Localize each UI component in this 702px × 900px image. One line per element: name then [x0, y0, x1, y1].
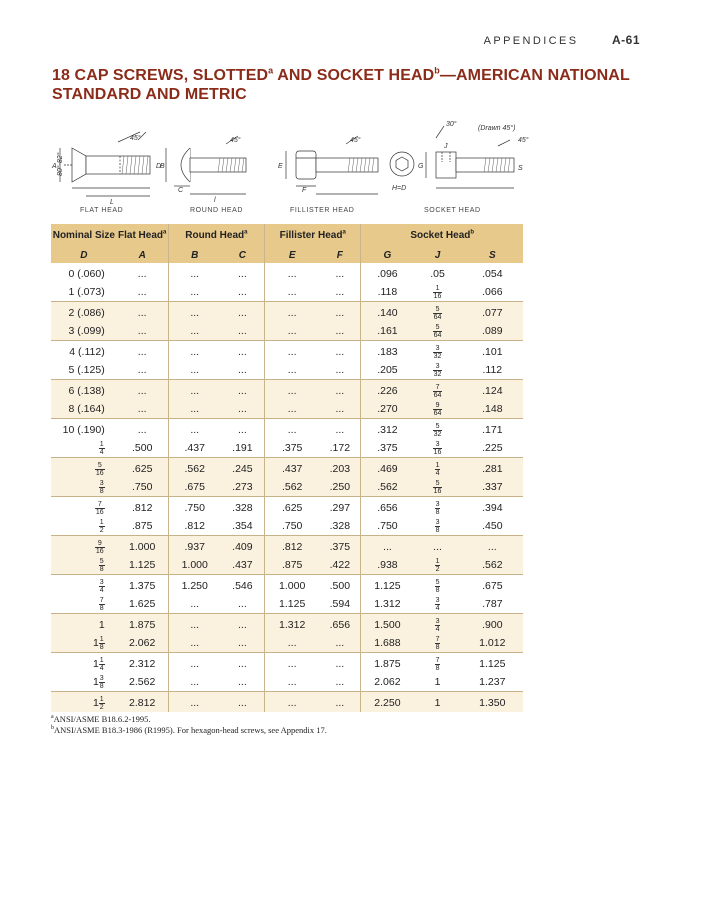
table-cell: ...: [335, 346, 345, 358]
table-row: [51, 614, 523, 635]
table-cell: .787: [462, 595, 523, 614]
table-cell: .337: [462, 478, 523, 497]
title-middle: AND SOCKET HEAD: [273, 67, 435, 84]
table-cell: ...: [265, 419, 320, 440]
fillister-head-diagram: [286, 136, 378, 194]
table-row: [51, 653, 523, 674]
table-cell: ...: [117, 302, 168, 323]
table-cell: $\frac{5}{16}$: [413, 478, 461, 497]
table-cell: .594: [319, 595, 361, 614]
table-cell: $\frac{3}{8}$: [435, 500, 440, 516]
table-cell: .225: [462, 439, 523, 458]
table-row: [51, 536, 523, 557]
table-cell: ...: [238, 424, 247, 436]
screw-diagrams: [50, 118, 550, 216]
table-cell: 1.250: [168, 575, 221, 596]
table-row: [51, 692, 523, 713]
table-cell: $\frac{3}{4}$: [413, 595, 461, 614]
table-cell: ...: [319, 673, 361, 692]
table-cell: 2.250: [361, 692, 414, 713]
title-sup-b: b: [434, 65, 440, 76]
table-cell: 1.312: [265, 614, 320, 635]
dim-a: A: [52, 163, 57, 170]
table-cell: .422: [319, 556, 361, 575]
table-cell: $\frac{3}{32}$: [433, 344, 442, 360]
table-cell: ...: [168, 595, 221, 614]
table-cell: ...: [319, 692, 361, 713]
table-cell: ...: [168, 341, 221, 362]
table-cell: ...: [265, 263, 320, 283]
table-cell: .625: [265, 497, 320, 518]
table-row: [51, 283, 523, 302]
subhead-s: S: [462, 247, 523, 263]
table-cell: .183: [361, 341, 414, 362]
table-cell: 1.350: [462, 692, 523, 713]
table-cell: 1.000: [265, 575, 320, 596]
table-cell: 1: [413, 692, 461, 713]
table-row: [51, 302, 523, 323]
table-cell: ...: [168, 673, 221, 692]
table-cell: 1.875: [361, 653, 414, 674]
table-cell: 1.312: [361, 595, 414, 614]
page-title: [52, 66, 672, 104]
nominal-size-cell: 1 $\frac{3}{8}$: [51, 673, 117, 692]
table-cell: .270: [361, 400, 414, 419]
table-cell: ...: [265, 283, 320, 302]
table-cell: ...: [137, 346, 147, 358]
table-cell: .500: [329, 580, 351, 592]
table-cell: ...: [168, 302, 221, 323]
table-cell: .054: [482, 268, 503, 280]
table-cell: .938: [361, 556, 414, 575]
table-row: [51, 341, 523, 362]
table-cell: ...: [117, 380, 168, 401]
table-cell: .089: [462, 322, 523, 341]
table-cell: .450: [462, 517, 523, 536]
socket-30-label: 30°: [446, 121, 457, 128]
figure-label-fillister: FILLISTER HEAD: [290, 207, 355, 214]
table-cell: .148: [462, 400, 523, 419]
table-cell: .273: [221, 478, 265, 497]
table-row: [51, 634, 523, 653]
table-cell: $\frac{1}{4}$: [413, 458, 461, 479]
table-cell: ...: [168, 380, 221, 401]
table-cell: .205: [361, 361, 414, 380]
table-cell: 2.062: [117, 634, 168, 653]
table-cell: ...: [168, 263, 221, 283]
table-row: [51, 361, 523, 380]
title-suffix: —AMERICAN NATIONAL STANDARD AND METRIC: [52, 67, 630, 103]
socket-head-diagram: [390, 126, 514, 188]
table-cell: ...: [361, 536, 414, 557]
table-cell: 2.562: [117, 673, 168, 692]
table-cell: .250: [319, 478, 361, 497]
section-name: APPENDICES: [483, 35, 579, 47]
table-cell: .409: [221, 536, 265, 557]
table-cell: ...: [265, 692, 320, 713]
table-cell: .675: [482, 580, 503, 592]
table-cell: .328: [232, 502, 253, 514]
table-cell: $\frac{3}{8}$: [413, 517, 461, 536]
table-row: [51, 400, 523, 419]
table-cell: .469: [361, 458, 414, 479]
table-cell: 2.312: [129, 658, 156, 670]
table-cell: .625: [117, 458, 168, 479]
nominal-size-cell: 2 (.086): [51, 302, 117, 323]
head-nominal: Nominal Size: [51, 224, 117, 247]
table-cell: .750: [117, 478, 168, 497]
round-head-diagram: [166, 136, 246, 194]
table-cell: ...: [265, 322, 320, 341]
table-cell: .812: [168, 517, 221, 536]
dim-s: S: [518, 165, 523, 172]
table-cell: 2.062: [361, 673, 414, 692]
table-cell: .937: [168, 536, 221, 557]
table-cell: ...: [238, 268, 247, 280]
page-number: A-61: [611, 33, 640, 47]
table-cell: ...: [221, 614, 265, 635]
table-cell: ...: [168, 400, 221, 419]
table-cell: $\frac{1}{16}$: [413, 283, 461, 302]
subhead-b: B: [168, 247, 221, 263]
table-cell: .281: [462, 458, 523, 479]
table-cell: ...: [221, 634, 265, 653]
dim-b: B: [160, 163, 165, 170]
table-cell: 1.875: [117, 614, 168, 635]
table-cell: ...: [221, 400, 265, 419]
table-cell: ...: [265, 302, 320, 323]
table-cell: .171: [482, 424, 503, 436]
head-fillister: Fillister Head$^a$: [265, 224, 361, 247]
table-row: [51, 322, 523, 341]
table-cell: 1.237: [462, 673, 523, 692]
screw-head-figure: [50, 118, 550, 216]
table-cell: .875: [265, 556, 320, 575]
table-cell: .562: [462, 556, 523, 575]
table-cell: $\frac{5}{8}$: [435, 578, 440, 594]
nominal-size-cell: 1: [51, 614, 117, 635]
table-cell: ...: [168, 614, 221, 635]
table-cell: ...: [319, 361, 361, 380]
nominal-size-cell: $\frac{3}{4}$: [99, 578, 104, 594]
nominal-size-cell: 6 (.138): [51, 380, 117, 401]
nominal-size-cell: 1 $\frac{1}{8}$: [51, 634, 117, 653]
table-cell: 2.812: [117, 692, 168, 713]
dim-d: D: [156, 163, 162, 170]
table-cell: ...: [265, 653, 320, 674]
table-cell: .437: [265, 458, 320, 479]
table-cell: ...: [462, 536, 523, 557]
table-cell: 1.125: [265, 595, 320, 614]
table-row: [51, 439, 523, 458]
table-cell: ...: [335, 424, 345, 436]
table-body: [51, 263, 523, 712]
table-cell: ...: [168, 692, 221, 713]
table-cell: $\frac{3}{32}$: [413, 361, 461, 380]
socket-drawn-note: (Drawn 45°): [478, 125, 516, 132]
table-cell: ...: [221, 302, 265, 323]
table-cell: .172: [319, 439, 361, 458]
table-cell: $\frac{7}{64}$: [413, 380, 461, 401]
table-cell: .437: [168, 439, 221, 458]
table-cell: .812: [265, 536, 320, 557]
table-cell: .101: [482, 346, 503, 358]
table-cell: $\frac{5}{64}$: [413, 302, 461, 323]
table-cell: .226: [361, 380, 414, 401]
table-cell: ...: [221, 283, 265, 302]
dim-hd: H=D: [392, 185, 407, 192]
table-cell: .354: [221, 517, 265, 536]
table-cell: $\frac{7}{8}$: [413, 634, 461, 653]
subhead-f: F: [319, 247, 361, 263]
table-cell: ...: [238, 658, 247, 670]
nominal-size-cell: $\frac{7}{16}$: [95, 500, 104, 516]
subhead-j: J: [413, 247, 461, 263]
table-cell: ...: [137, 424, 147, 436]
subhead-d: D: [51, 247, 117, 263]
table-cell: .375: [319, 536, 361, 557]
socket-45-label: 45°: [518, 137, 529, 144]
table-cell: ...: [168, 283, 221, 302]
table-cell: $\frac{5}{64}$: [413, 322, 461, 341]
table-cell: .245: [221, 458, 265, 479]
footnote-b: $^b$ANSI/ASME B18.3-1986 (R1995). For hexagon-head screws, see Appendix 17.: [51, 725, 327, 735]
table-cell: ...: [265, 380, 320, 401]
nominal-size-cell: 0 (.060): [68, 268, 105, 280]
table-row: [51, 556, 523, 575]
table-cell: $\frac{9}{64}$: [413, 400, 461, 419]
title-prefix: 18 CAP SCREWS, SLOTTED: [52, 67, 269, 84]
nominal-size-cell: $\frac{5}{8}$: [51, 556, 117, 575]
table-cell: $\frac{7}{8}$: [435, 656, 440, 672]
table-cell: .161: [361, 322, 414, 341]
table-cell: .437: [221, 556, 265, 575]
subhead-c: C: [221, 247, 265, 263]
table-cell: ...: [265, 673, 320, 692]
table-cell: ...: [137, 268, 147, 280]
table-cell: ...: [117, 361, 168, 380]
table-cell: .375: [265, 439, 320, 458]
table-cell: $\frac{3}{4}$: [413, 614, 461, 635]
table-row: [51, 478, 523, 497]
fillister-45-label: 45°: [350, 137, 361, 144]
table-cell: 1.000: [117, 536, 168, 557]
nominal-size-cell: 8 (.164): [51, 400, 117, 419]
nominal-size-cell: 3 (.099): [51, 322, 117, 341]
table-cell: .140: [361, 302, 414, 323]
table-cell: 1.000: [168, 556, 221, 575]
table-cell: 1.688: [361, 634, 414, 653]
table-cell: .05: [430, 268, 445, 280]
nominal-size-cell: 1 (.073): [51, 283, 117, 302]
nominal-size-cell: $\frac{1}{2}$: [51, 517, 117, 536]
table-cell: ...: [117, 400, 168, 419]
table-cell: ...: [221, 692, 265, 713]
table-cell: 1.625: [117, 595, 168, 614]
subhead-e: E: [265, 247, 320, 263]
table-cell: 1.125: [361, 575, 414, 596]
round-45-label: 45°: [230, 137, 241, 144]
table-cell: .297: [329, 502, 351, 514]
table-cell: ...: [265, 361, 320, 380]
table-cell: ...: [168, 361, 221, 380]
table-cell: .656: [319, 614, 361, 635]
table-cell: .375: [361, 439, 414, 458]
flat-45-label: 45°: [130, 135, 141, 142]
table-row: [51, 419, 523, 440]
head-flat: Flat Head$^a$: [117, 224, 168, 247]
dim-f: F: [302, 187, 307, 194]
table-cell: .546: [232, 580, 253, 592]
table-cell: .875: [117, 517, 168, 536]
nominal-size-cell: $\frac{7}{8}$: [51, 595, 117, 614]
cap-screw-table: [51, 224, 523, 712]
nominal-size-cell: 1 $\frac{1}{4}$: [92, 656, 104, 672]
table-cell: .066: [462, 283, 523, 302]
footnote-a: $^a$ANSI/ASME B18.6.2-1995.: [51, 714, 151, 724]
table-cell: ...: [238, 346, 247, 358]
table-cell: 1.375: [129, 580, 156, 592]
table-cell: .562: [265, 478, 320, 497]
table-cell: .118: [361, 283, 414, 302]
nominal-size-cell: $\frac{5}{16}$: [51, 458, 117, 479]
table-cell: .656: [361, 497, 414, 518]
table-cell: ...: [168, 419, 221, 440]
table-cell: ...: [221, 361, 265, 380]
table-cell: ...: [319, 322, 361, 341]
table-cell: 1.125: [479, 658, 506, 670]
table-cell: $\frac{1}{2}$: [413, 556, 461, 575]
table-cell: 1: [413, 673, 461, 692]
subhead-a: A: [117, 247, 168, 263]
title-sup-a: a: [268, 65, 274, 76]
figure-label-flat: FLAT HEAD: [80, 207, 124, 214]
table-cell: .124: [462, 380, 523, 401]
running-head: [484, 33, 640, 47]
table-cell: .812: [131, 502, 153, 514]
table-cell: .096: [361, 263, 414, 283]
table-cell: ...: [319, 302, 361, 323]
head-round: Round Head$^a$: [168, 224, 264, 247]
table-cell: .750: [361, 517, 414, 536]
table-cell: ...: [168, 634, 221, 653]
table-cell: ...: [221, 380, 265, 401]
table-row: [51, 595, 523, 614]
table-cell: $\frac{5}{32}$: [433, 422, 442, 438]
table-cell: ...: [335, 268, 345, 280]
figure-label-socket: SOCKET HEAD: [424, 207, 481, 214]
table-cell: ...: [319, 400, 361, 419]
table-cell: ...: [265, 634, 320, 653]
table-cell: .191: [221, 439, 265, 458]
table-cell: ...: [221, 322, 265, 341]
table-cell: ...: [221, 595, 265, 614]
dim-c: C: [178, 187, 184, 194]
table-cell: ...: [319, 380, 361, 401]
table-cell: ...: [168, 322, 221, 341]
table-cell: .394: [482, 502, 503, 514]
table-cell: 1.012: [462, 634, 523, 653]
dim-l-flat: L: [110, 199, 114, 206]
table-cell: ...: [117, 322, 168, 341]
table-cell: .203: [319, 458, 361, 479]
nominal-size-cell: $\frac{9}{16}$: [51, 536, 117, 557]
table-cell: ...: [265, 400, 320, 419]
table-cell: .562: [168, 458, 221, 479]
table-cell: .077: [462, 302, 523, 323]
table-row: [51, 458, 523, 479]
table-cell: .900: [462, 614, 523, 635]
table-cell: .562: [361, 478, 414, 497]
table-cell: .328: [319, 517, 361, 536]
table-cell: .750: [168, 497, 221, 518]
nominal-size-cell: 10 (.190): [62, 424, 105, 436]
table-row: [51, 673, 523, 692]
table-cell: ...: [117, 283, 168, 302]
table-cell: .675: [168, 478, 221, 497]
table-cell: .112: [462, 361, 523, 380]
table-cell: 1.500: [361, 614, 414, 635]
table-row: [51, 380, 523, 401]
table-cell: ...: [319, 634, 361, 653]
table-cell: .500: [117, 439, 168, 458]
table-cell: .750: [265, 517, 320, 536]
nominal-size-cell: 1 $\frac{1}{2}$: [51, 692, 117, 713]
table-cell: ...: [265, 341, 320, 362]
figure-label-round: ROUND HEAD: [190, 207, 244, 214]
table-row: [51, 263, 523, 283]
table-cell: ...: [168, 653, 221, 674]
nominal-size-cell: $\frac{3}{8}$: [51, 478, 117, 497]
table-cell: ...: [413, 536, 461, 557]
table-cell: ...: [335, 658, 345, 670]
dim-g: G: [418, 163, 424, 170]
table-cell: ...: [221, 673, 265, 692]
nominal-size-cell: 5 (.125): [51, 361, 117, 380]
table-row: [51, 575, 523, 596]
subhead-g: G: [361, 247, 414, 263]
dim-j: J: [444, 143, 448, 150]
nominal-size-cell: $\frac{1}{4}$: [51, 439, 117, 458]
footnotes: [51, 714, 327, 736]
table-cell: $\frac{3}{16}$: [413, 439, 461, 458]
table-row: [51, 517, 523, 536]
table-row: [51, 497, 523, 518]
table-cell: 1.125: [117, 556, 168, 575]
table-cell: .312: [361, 419, 414, 440]
dim-e: E: [278, 163, 283, 170]
nominal-size-cell: 4 (.112): [69, 346, 105, 358]
dim-l-round: l: [214, 197, 216, 204]
head-socket: Socket Head$^b$: [361, 224, 523, 247]
flat-angle-label: 80°-82°: [57, 152, 64, 176]
table-cell: ...: [319, 283, 361, 302]
